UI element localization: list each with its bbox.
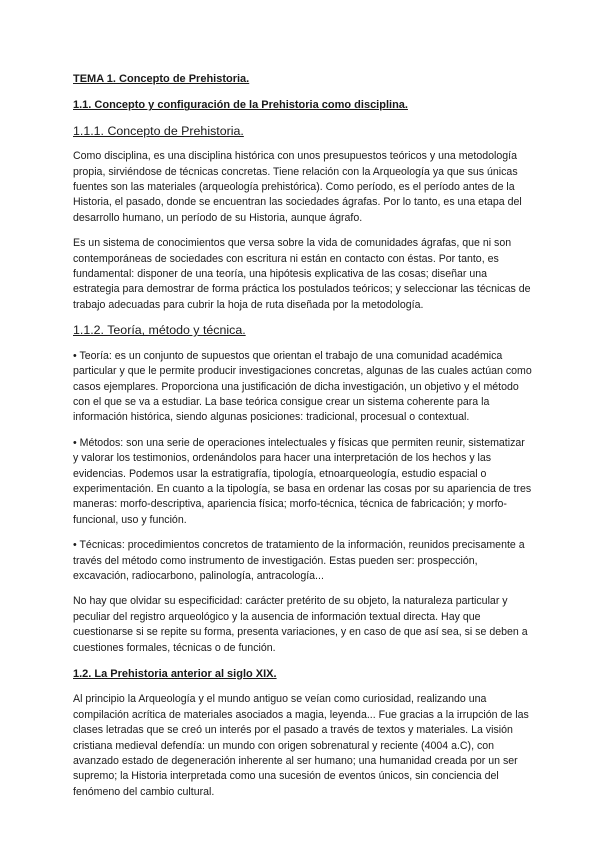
- paragraph: Como disciplina, es una disciplina histórica con unos presupuestos teóricos y una metodología propia, sirviéndose de técnicas concretas. Tiene relación con la Arqueología ya que sus únicas fuentes son las materiales (arqueología prehistórica). Como período, es el período antes de la Historia, el pasado, donde se encuentran las sociedades ágrafas. Por lo tanto, es una etapa del desarrollo humano, un período de su Historia, aunque ágrafo.: [73, 150, 522, 224]
- paragraph-teoria: • Teoría: es un conjunto de supuestos que orientan el trabajo de una comunidad académica particular y que le permite producir investigaciones concretas, algunas de las cuales actúan como casos ejemplares. Proporciona una justificación de dicha investigación, un objetivo y el método con el que se va a estudiar. La base teórica consigue crear un sistema coherente para la información histórica, siendo algunas posiciones: tradicional, procesual o contextual.: [73, 349, 532, 424]
- document-page: [73, 68, 533, 800]
- section-heading-1-1: 1.1. Concepto y configuración de la Prehistoria como disciplina.: [73, 99, 408, 112]
- paragraph-tecnicas: • Técnicas: procedimientos concretos de tratamiento de la información, reunidos precisamente a través del método como instrumento de investigación. Estas pueden ser: prospección, excavación, radiocarbono, palinología, antracología...: [73, 539, 525, 582]
- section-heading-1-2: 1.2. La Prehistoria anterior al siglo XIX.: [73, 668, 277, 680]
- subsection-heading-1-1-2: 1.1.2. Teoría, método y técnica.: [73, 323, 246, 338]
- paragraph: Es un sistema de conocimientos que versa sobre la vida de comunidades ágrafas, que ni son contemporáneas de sociedades con escritura ni están en contacto con éstas. Por tanto, es fundamental: disponer de una teoría, una hipótesis explicativa de las cosas; diseñar una estrategia para demostrar de forma práctica los postulados teóricos; y seleccionar las técnicas de trabajo adecuadas para cubrir la hoja de ruta diseñada por la metodología.: [73, 237, 531, 311]
- subsection-heading-1-1-1: 1.1.1. Concepto de Prehistoria.: [73, 123, 244, 138]
- paragraph: No hay que olvidar su especificidad: carácter pretérito de su objeto, la naturaleza particular y peculiar del registro arqueológico y la ausencia de información textual directa. Hay que cuestionarse si se repite su forma, presenta variaciones, y en caso de que así sea, si se deben a cuestiones formales, técnicas o de función.: [73, 595, 528, 654]
- paragraph-metodos: • Métodos: son una serie de operaciones intelectuales y físicas que permiten reunir, sistematizar y valorar los testimonios, ordenándolos para hacer una interpretación de los hechos y las evidencias. Podemos usar la estratigrafía, tipología, etnoarqueología, estudio espacial o experimentación. En cuanto a la tipología, se basa en ordenar las cosas por su apariencia de tres maneras: morfo-descriptiva, apariencia física; morfo-técnica, técnica de fabricación; y morfo-funcional, uso y función.: [73, 436, 532, 526]
- paragraph: Al principio la Arqueología y el mundo antiguo se veían como curiosidad, realizando una compilación acrítica de materiales asociados a magia, leyenda... Fue gracias a la irrupción de las clases letradas que se creó un interés por el pasado a través de textos y materiales. La visión cristiana medieval defendía: un mundo con origen sobrenatural y reciente (4004 a.C), con avanzado estado de degeneración inherente al ser humano; una humanidad creada por un ser supremo; la Historia interpretada como una sucesión de eventos únicos, sin conciencia del fenómeno del cambio cultural.: [73, 693, 529, 798]
- document-title: TEMA 1. Concepto de Prehistoria.: [73, 73, 250, 85]
